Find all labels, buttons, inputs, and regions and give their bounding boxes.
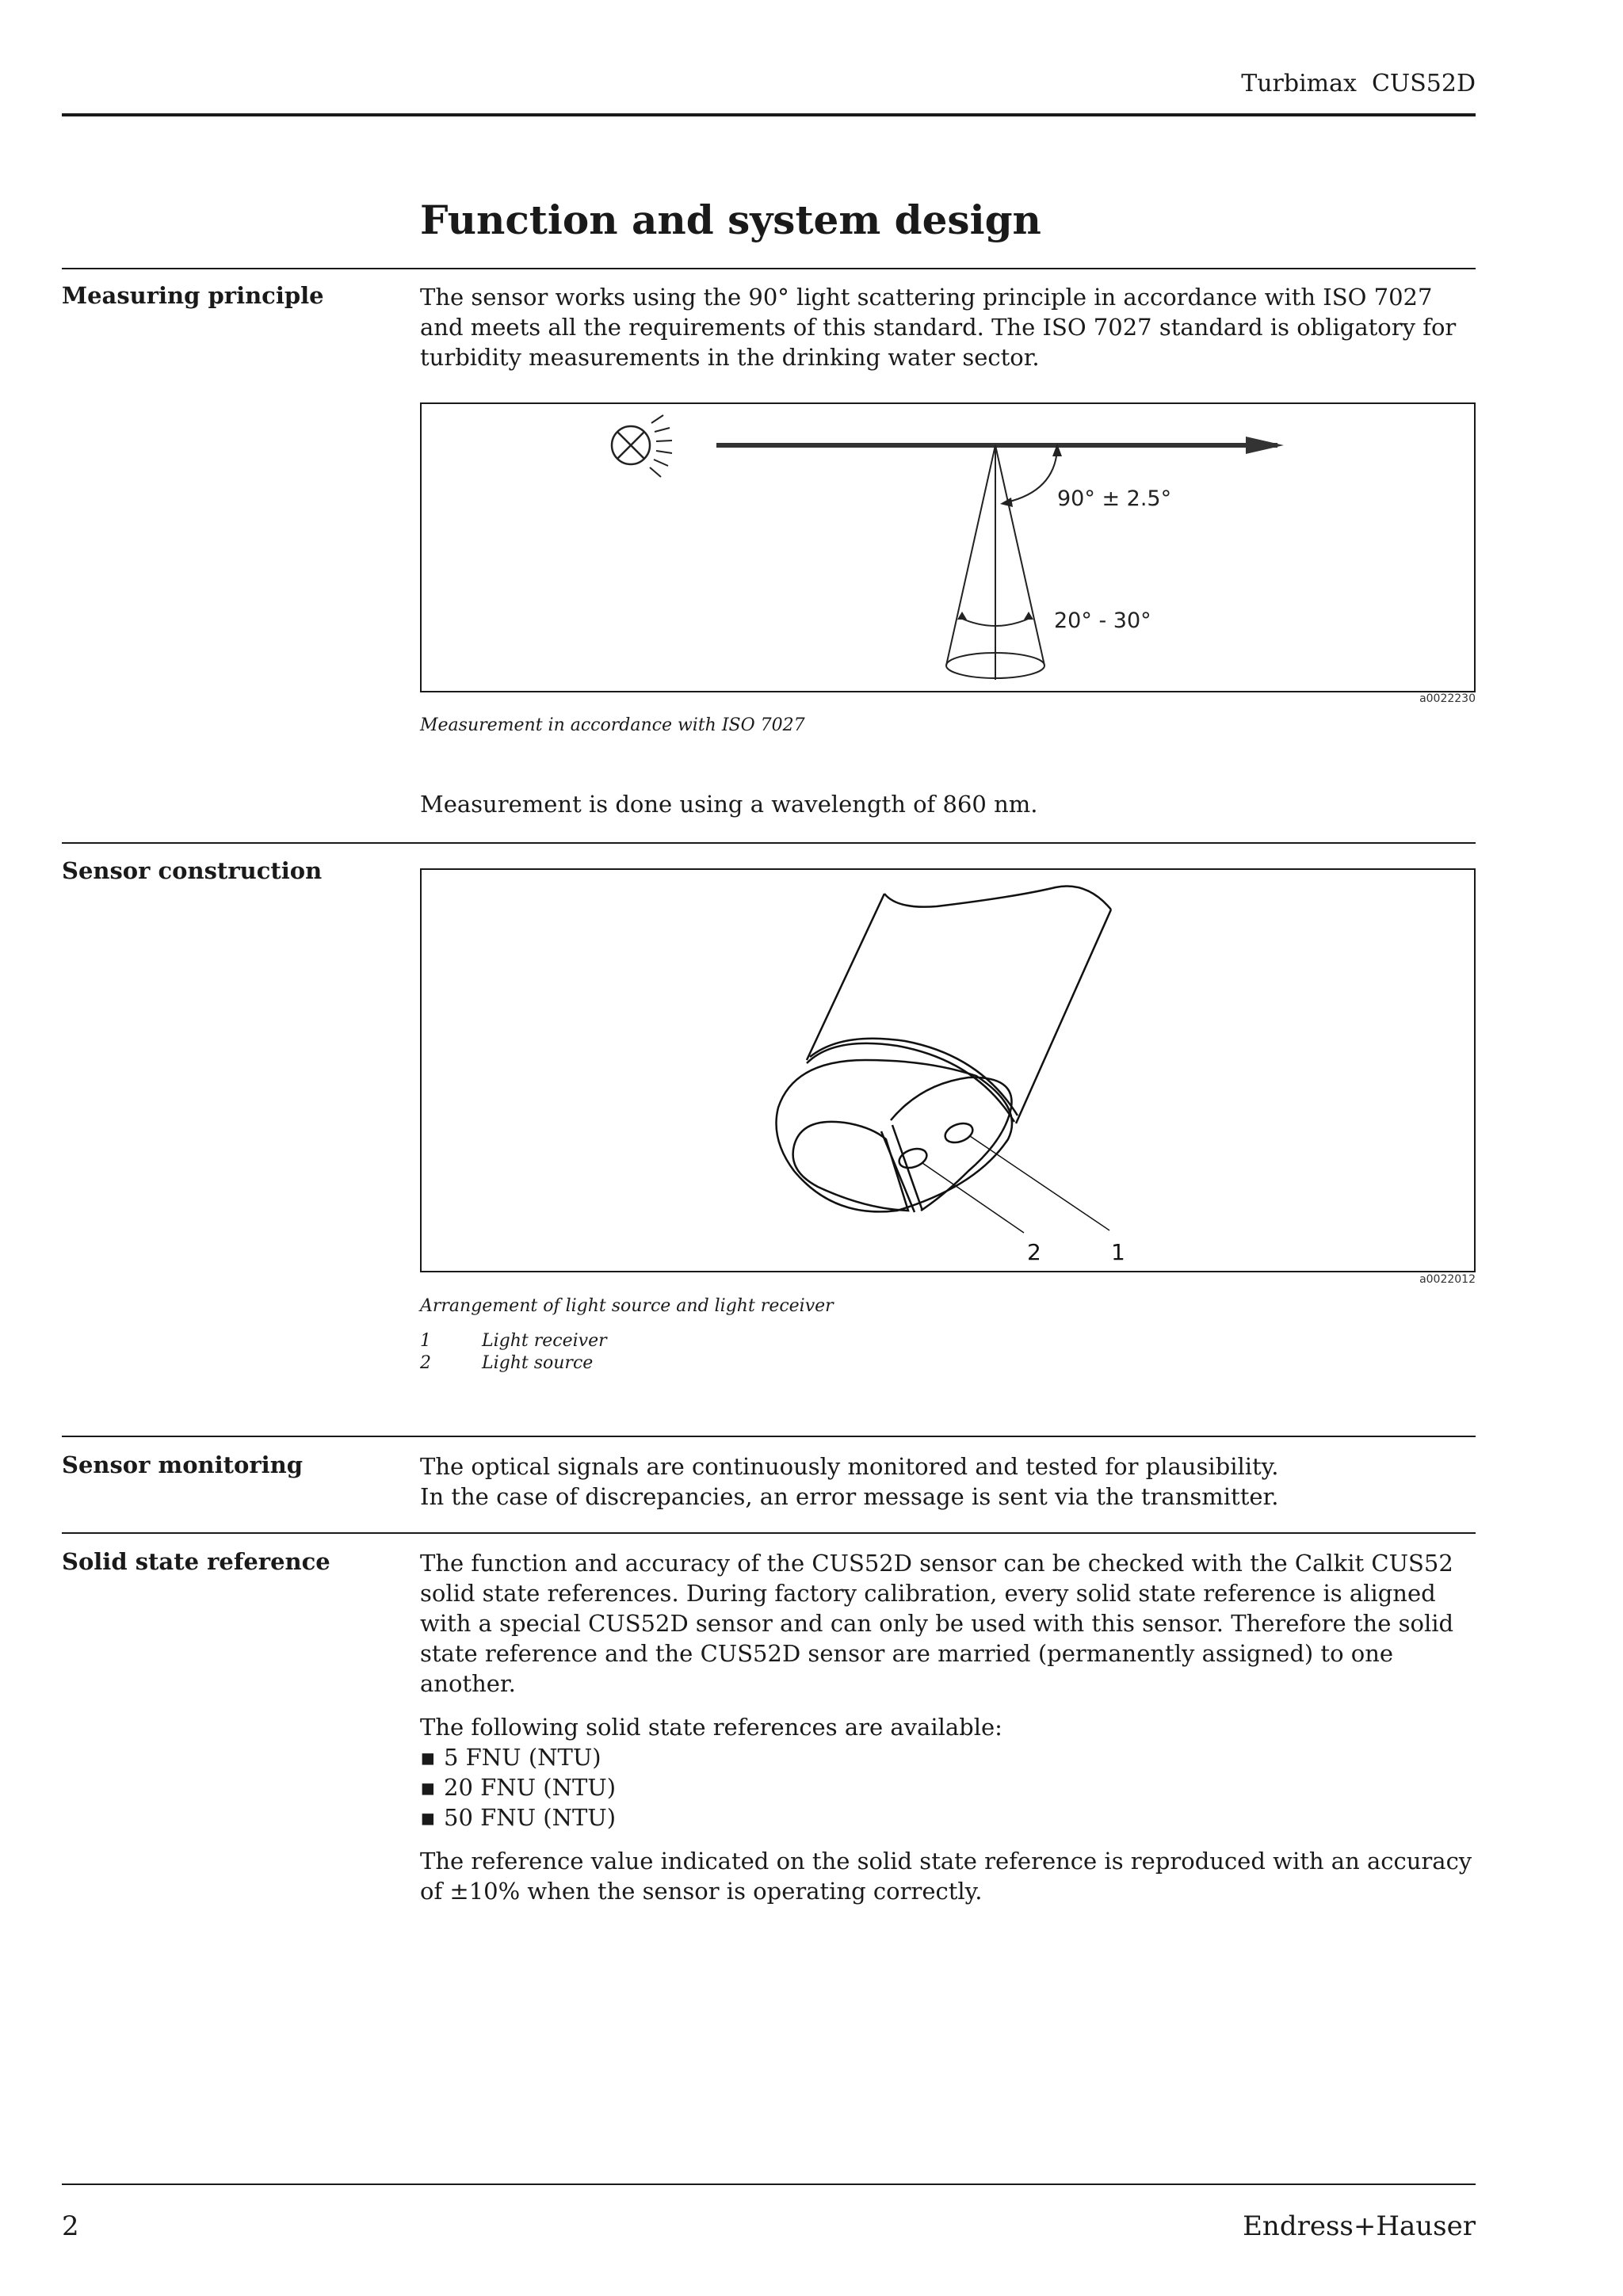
section-label-sensor-construction: Sensor construction [62,857,323,884]
legend-number: 2 [420,1353,431,1373]
legend-item [420,1331,607,1351]
text-line: In the case of discrepancies, an error message is sent via the transmitter. [420,1483,1279,1510]
measuring-principle-text: The sensor works using the 90° light scattering principle in accordance with ISO 7027 and meets all the requirements of this standard. The ISO 7027 standard is obligatory for turbidity measurements in the drinking water sector. [420,284,1457,371]
header-rule [62,113,1476,116]
document-header-title: Turbimax CUS52D [1241,70,1476,97]
paragraph: The reference value indicated on the solid state reference is reproduced with an accuracy of ±10% when the sensor is operating correctly. [420,1848,1472,1905]
light-source-lamp-icon [612,415,672,477]
sensor-construction-figure [420,868,1476,1272]
section-divider [62,1532,1476,1534]
scattering-diagram [422,404,1474,691]
reference-list [420,1742,1482,1833]
figure-id-sensor: a0022012 [1419,1273,1476,1286]
legend-item [420,1353,593,1373]
cone-angle-label: 20° - 30° [1054,608,1151,633]
sensor-monitoring-text [420,1451,1482,1512]
paragraph: The function and accuracy of the CUS52D sensor can be checked with the Calkit CUS52 solid state references. During factory calibration, every solid state reference is aligned with a special CUS52D sensor and can only be used with this sensor. Therefore the solid state reference and the CUS52D sensor are married (permanently assigned) to one another. [420,1550,1454,1697]
section-divider [62,268,1476,269]
angle-label: 90° ± 2.5° [1057,486,1172,511]
callout-1: 1 [1111,1239,1125,1265]
brand-name: Endress+Hauser [1243,2210,1476,2242]
section-divider [62,1436,1476,1437]
sensor-drawing [422,870,1474,1271]
figure-caption-iso7027: Measurement in accordance with ISO 7027 [420,715,805,735]
wavelength-text: Measurement is done using a wavelength of 860 nm. [420,791,1038,818]
callout-2: 2 [1027,1239,1041,1265]
right-angle-arc [1006,450,1057,502]
figure-id-iso7027: a0022230 [1419,692,1476,705]
iso7027-measurement-figure [420,402,1476,692]
legend-text: Light receiver [482,1331,607,1351]
page-title: Function and system design [420,196,1041,243]
solid-state-reference-text [420,1548,1482,1906]
list-item: ▪ 20 FNU (NTU) [420,1772,1482,1802]
legend-number: 1 [420,1331,431,1351]
section-label-measuring-principle: Measuring principle [62,282,324,309]
footer-rule [62,2183,1476,2185]
scatter-cone [946,445,1044,680]
figure-caption-sensor: Arrangement of light source and light receiver [420,1296,834,1316]
paragraph: The following solid state references are available: [420,1714,1002,1741]
text-line: The optical signals are continuously monitored and tested for plausibility. [420,1453,1279,1480]
list-item: ▪ 5 FNU (NTU) [420,1742,1482,1772]
section-label-solid-state-reference: Solid state reference [62,1548,330,1575]
list-item: ▪ 50 FNU (NTU) [420,1802,1482,1833]
section-label-sensor-monitoring: Sensor monitoring [62,1451,304,1478]
section-divider [62,842,1476,844]
legend-text: Light source [482,1353,594,1373]
page-number: 2 [62,2210,79,2242]
